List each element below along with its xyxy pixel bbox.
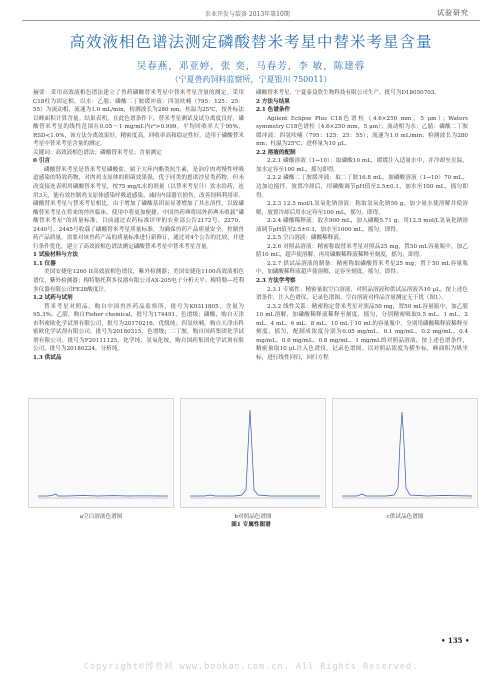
paragraph: 磷酸替米考星是替米考星磷酸盐，属于大环内酯类抗生素，是治疗肉鸡慢性呼吸道感染的特效药物，对肉鸡支原体的抑菌效果强，优于同类的恩诺沙星类药物，但未改变接连表明用磷酸替米考星，按75 mg/L水的剂量（以替米考星计）饮水给药，连用3天，能有效控制鸡支原体感染呼吸道感染，减轻内部器官损伤，改善饲料利用率。磷酸替米考星与替米考星相比，由于增加了磷酸基团而显著增加了其水溶性，以致磷酸替米考星在将来的兽医临床、使用中将更加便捷、中国兽药典将国外药典未收载“磷酸替米考星”的质量标准，目前通过农药标准评审的农业部公告2172号、2270、2440号、2445号收载了磷酸替米考星质量标准，为确保兽药产品质量安全，控制兽药产品质量，需要对该兽药产品的质量标准进行新修订，通过对4个公告的比较，并进行条件优化，建立了高效液相色谱法测定磷酸替米考星中替米考星含量。 [33,166,244,250]
chromatogram-panel-b [180,398,326,520]
paragraph: 关键词：高效液相色谱法；磷酸替米考星；含量测定 [33,149,162,156]
paragraph: Agilent Eclipse Plus C18色谱柱（4.6×250 mm，5 μm）；Waters symmetry C18色谱柱（4.6×250 mm，5 μm）；流动相为水：乙腈：磷酸二丁胺缓冲液：四氢呋喃（795：125：25：55）；流速为1.0 mL/min；检测波长为280 nm；柱温为25℃；进样量为10 μL。 [256,115,468,148]
paper-title: 高效液相色谱法测定磷酸替米考星中替米考星含量 [69,33,433,51]
panel-b-caption: b对照品色谱图 [234,514,272,520]
paragraph: 2.2.4 磷酸稀释液：取水900 mL，加入磷酸5.71 g，用12.5 mol/L氢氧化钠溶液调节pH值至2.5±0.1，加水至1000 mL，摇匀，即得。 [256,218,468,233]
page-number: • 135 • [441,636,470,645]
figure-title: 图1 专属性图谱 [231,522,271,528]
journal-name: 农业开发与装备 2013年第10期 [205,11,290,18]
chromatogram-c [332,398,478,508]
paragraph: 2.2.1 磷酸溶液（1→10）：取磷酸10 mL，缓缓注入适量水中，并冷却至室温，加水定容至100 mL，摇匀即得。 [256,158,468,173]
paragraph: 2.2.5 空白溶液：磷酸稀释液。 [267,235,345,242]
affiliation: （宁夏兽药饲料监察所，宁夏银川 750011） [170,75,332,84]
chromatogram-b [180,398,326,508]
paragraph: 2.3.2 线性关系：精密称定替米考星对照品50 mg，置50 mL容量瓶中，加乙腈10 mL溶解，加磷酸稀释液稀释至刻度，摇匀，分别精密吸取0.5 mL、1 mL、2 mL、4 mL、6 mL、8 mL、10 mL于10 mL的容量瓶中，分别用磷酸稀释液稀释至刻度，摇匀，配制成浓度分别为0.05 mg/mL、0.1 mg/mL、0.2 mg/mL、0.4 mg/mL、0.6 mg/mL、0.8 mg/mL、1 mg/mL的对照品溶液，按上述色谱条件，精密量取10 μL注入色谱仪，记录色谱图。以对照品浓度为横坐标，峰面积为纵坐标，进行线性回归，回归方程 [256,303,468,361]
panel-a-caption: a空白溶液色谱图 [79,514,123,520]
paragraph: 1.3 供试品 [33,354,62,361]
figure-1 [28,398,478,520]
right-column [256,89,468,363]
header-rule [22,20,480,21]
paragraph: 替米考星对照品，购自中国兽医药品监察所，批号为K0311805，含量为95.3%；乙腈，购自Fisher chemical，批号为174491，色谱级；磷酸，购自天津市科密欧化学试剂有限公司，批号为20170216，优级纯；四氢呋喃，购自天津市科密欧化学试剂有限公司，批号为20180315，色谱级；二丁胺，购自国药集团化学试剂有限公司，批号为F20111125，化学纯；氢氧化铵，购自国药集团化学试剂有限公司，批号为20180224，分析纯。 [33,303,244,353]
copyright-watermark: Copyright©博看网 www.bookan.com.cn. All Rights Reserved. [83,662,419,672]
chromatogram-panel-a [28,398,174,520]
paragraph: 2 方法与结果 [256,98,290,105]
chromatogram-a [28,398,174,508]
section-tag: 试验研究 [437,9,469,17]
authors: 吴春燕，邓亚婷，张 奕，马春芳，李 敏，陈建蓉 [136,61,366,72]
paragraph: 2.3.1 专属性：精密量取空白溶液、对照品溶液和供试品溶液各10 μL，按上述色谱条件，注入色谱仪，记录色谱图。空白溶液对样品含量测定无干扰（图1）。 [256,286,468,302]
paragraph: 摘要：采用高效液相色谱法建立了兽药磷酸替米考星中替米考星含量的测定。采用C18柱为固定相，以水：乙腈：磷酸二丁胺缓冲液：四氢呋喃（795：125：25：55）为流动相，流速为1.0 mL/min，检测波长为280 nm，柱温为25℃，按外标法以峰面积计算含量。结果表明，在此色谱条件下，替米考星测试及试分离度良好，磷酸替米考星的线性范围在0.05～1 mg/mL内r²>0.999，平均回收率大于99%，RSD<1.0%，该方法分离效果好，精密度高，回收率高和稳定性好，适用于磷酸替米考星中替米考星含量的测定。 [33,90,244,148]
paragraph: 2.2.3 12.5 mol/L氢氧化钠溶液：称取氢氧化钠50 g，加少量水使溶解并使溶解，放置冷却后用水定容至100 mL，摇匀，即得。 [256,201,468,216]
panel-c-caption: c供试品色谱图 [386,514,424,520]
paragraph: 磷酸替米考星，宁夏泰益欣生物科技有限公司生产，批号为D18050703。 [256,90,440,96]
paragraph: 2.2.6 对照品溶液：精密称取替米考星对照品25 mg，置50 mL容量瓶中，加乙腈10 mL，超声使溶解，再用磷酸稀释液稀释至刻度，摇匀，即得。 [256,243,468,259]
paragraph: 0 引言 [33,158,51,165]
paragraph: 2.3 方法学考察 [256,278,296,285]
paragraph: 2.2.2 磷酸二丁胺缓冲液：取二丁胺16.8 mL，加磷酸溶液（1→10）70 mL，边加边搅拌，放置冷却后，用磷酸调节pH值至2.5±0.1，加水至100 mL，摇匀即得。 [256,175,468,199]
paragraph: 2.2 溶液的配制 [256,149,296,156]
paragraph: 2.2.7 供试品溶液的制备：精密称取磷酸替米考星25 mg，置于50 mL容量瓶中，加磷酸稀释液超声使溶解，定容至刻度，摇匀，即得。 [256,260,468,276]
paragraph: 1 试验材料与方法 [33,252,78,259]
paragraph: 1.1 仪器 [33,260,56,267]
paragraph: 2.1 色谱条件 [256,107,291,114]
paragraph: 美国安捷伦1260 II高效液相色谱仪，紫外检测器；美国安捷伦1100高效液相色谱仪，紫外检测器；梅特勒托利多仪器有限公司AX-205电子分析天平；梅特勒—托利多仪器有限公司FE28酸度计。 [33,269,244,293]
running-header [0,0,502,22]
paragraph: 1.2 试药与试剂 [33,295,73,302]
chromatogram-panel-c [332,398,478,520]
left-column [33,89,244,363]
